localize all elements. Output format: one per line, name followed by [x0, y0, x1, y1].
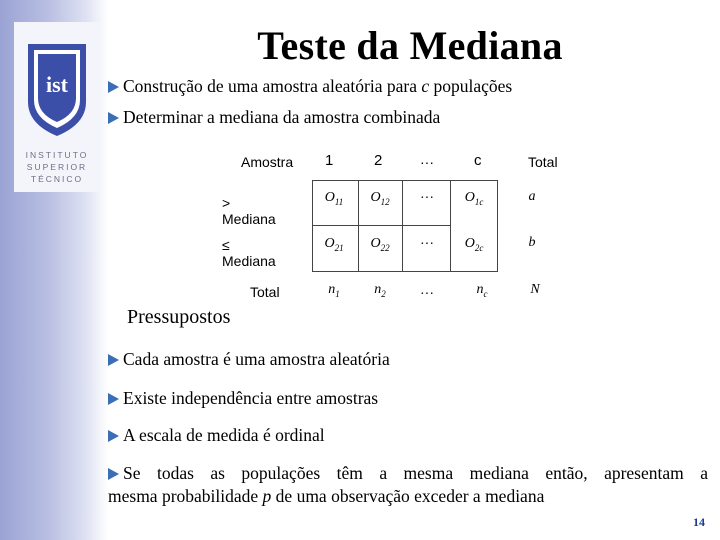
bullet-assumption — [108, 424, 325, 446]
table-col-c: c — [474, 152, 482, 169]
table-footer-cell: $n_1$ — [328, 282, 340, 299]
table-row-label-below: ≤ Mediana — [222, 237, 276, 269]
page-number: 14 — [693, 515, 705, 529]
bullet-determinar — [108, 106, 440, 128]
table-footer-total: Total — [250, 284, 280, 300]
table-cell: $O_{2c}$ — [464, 236, 484, 253]
table-row-total: a — [528, 189, 536, 204]
bullet-construcao — [108, 75, 512, 97]
table-cell: $O_{1c}$ — [464, 190, 484, 207]
shield-icon — [26, 42, 88, 138]
bullet-arrow-icon — [108, 354, 119, 366]
table-col-dots: ··· — [420, 154, 434, 170]
table-col-1: 1 — [325, 152, 334, 169]
bullet-text: Cada amostra é uma amostra aleatória — [123, 349, 390, 369]
logo-line-superior: SUPERIOR — [26, 162, 88, 172]
bullet-final — [108, 462, 708, 484]
bullet-arrow-icon — [108, 81, 119, 93]
table-row-total: b — [528, 235, 536, 250]
table-cell: $O_{12}$ — [370, 190, 390, 207]
ist-logo — [14, 22, 100, 192]
bullet-text: A escala de medida é ordinal — [123, 425, 325, 445]
bullet-text: Construção de uma amostra aleatória para c populações — [123, 76, 513, 96]
table-footer-grand-total: N — [530, 282, 540, 297]
bullet-text: Se todas as populações têm a mesma mediana então, apresentam a — [123, 463, 708, 483]
logo-mark: ist — [46, 72, 68, 97]
table-footer-cell: ··· — [420, 287, 434, 302]
table-header-amostra: Amostra — [241, 154, 294, 170]
bullet-arrow-icon — [108, 468, 119, 480]
bullet-text: Determinar a mediana da amostra combinada — [123, 107, 441, 127]
bullet-final-continuation: mesma probabilidade p de uma observação exceder a mediana — [108, 486, 545, 506]
section-heading: Pressupostos — [127, 306, 231, 328]
table-cell: ··· — [420, 237, 434, 252]
table-cell: ··· — [420, 191, 434, 206]
table-col-2: 2 — [374, 152, 383, 169]
bullet-text: Existe independência entre amostras — [123, 388, 379, 408]
bullet-arrow-icon — [108, 430, 119, 442]
bullet-arrow-icon — [108, 112, 119, 124]
bullet-assumption — [108, 387, 378, 409]
table-cell: $O_{11}$ — [324, 190, 344, 207]
table-cell: $O_{22}$ — [370, 236, 390, 253]
logo-line-tecnico: TÉCNICO — [30, 174, 84, 184]
table-footer-cell: $n_c$ — [476, 282, 488, 299]
table-footer-cell: $n_2$ — [374, 282, 386, 299]
logo-line-instituto: INSTITUTO — [25, 150, 89, 160]
slide-title: Teste da Mediana — [257, 23, 563, 68]
table-row-label-above: > Mediana — [222, 195, 276, 227]
table-cell: $O_{21}$ — [324, 236, 344, 253]
table-header-total: Total — [528, 154, 558, 170]
bullet-arrow-icon — [108, 393, 119, 405]
bullet-assumption — [108, 348, 390, 370]
